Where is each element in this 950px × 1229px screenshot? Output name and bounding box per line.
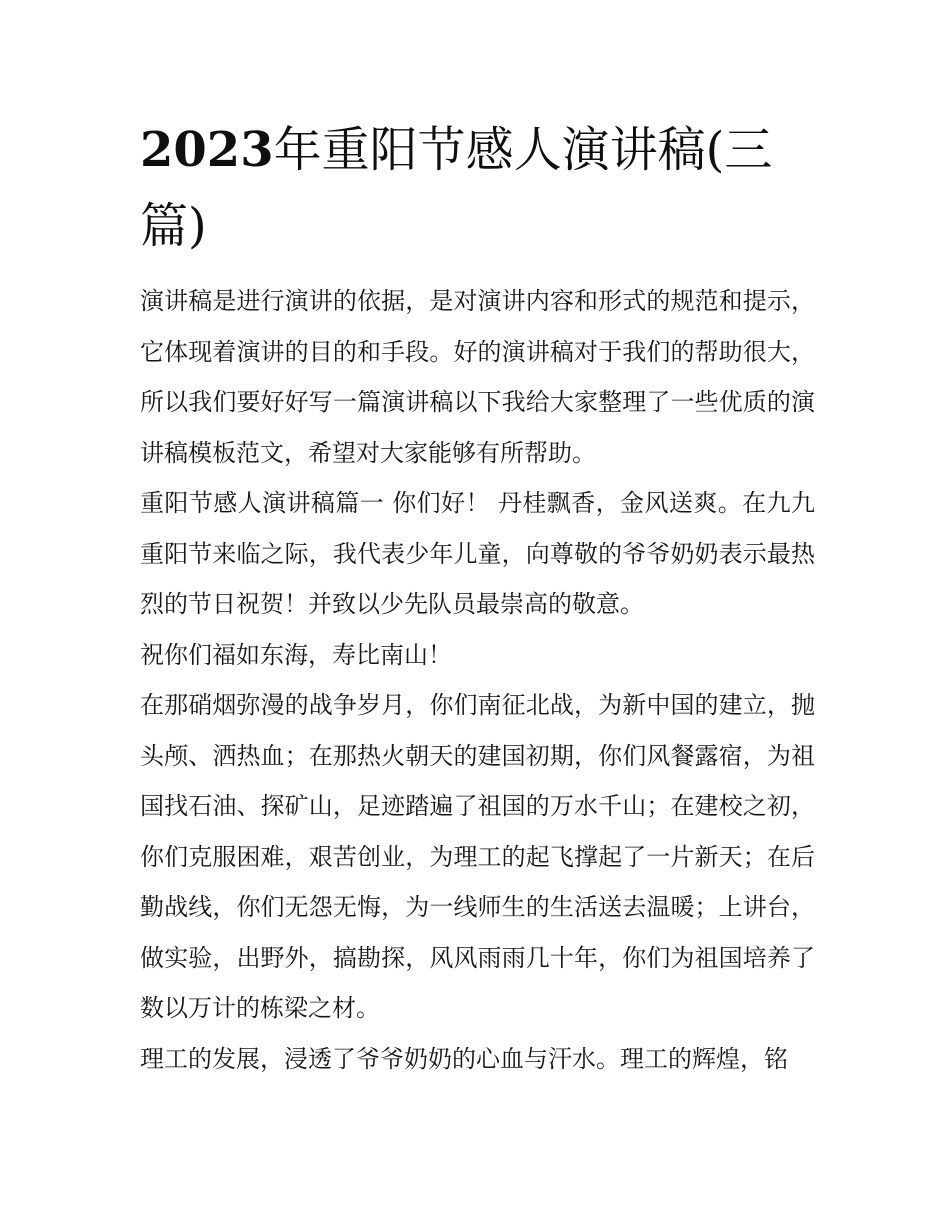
document-body: [140, 276, 815, 1084]
paragraph-development: 理工的发展，浸透了爷爷奶奶的心血与汗水。理工的辉煌，铭: [140, 1044, 788, 1073]
document-title: [140, 112, 820, 264]
paragraph-intro: 演讲稿是进行演讲的依据，是对演讲内容和形式的规范和提示，它体现着演讲的目的和手段。好的演讲稿对于我们的帮助很大，所以我们要好好写一篇演讲稿以下我给大家整理了一些优质的演讲稿模板范文，希望对大家能够有所帮助。: [140, 287, 815, 467]
paragraph-speech-opening: 重阳节感人演讲稿篇一 你们好！ 丹桂飘香，金风送爽。在九九重阳节来临之际，我代表少年儿童，向尊敬的爷爷奶奶表示最热烈的节日祝贺！并致以少先队员最崇高的敬意。: [140, 489, 815, 618]
paragraph-blessing: 祝你们福如东海，寿比南山！: [140, 640, 452, 669]
title-text: 年重阳节感人演讲稿(三篇): [140, 122, 773, 254]
title-year: 2023: [140, 122, 274, 178]
paragraph-history: 在那硝烟弥漫的战争岁月，你们南征北战，为新中国的建立，抛头颅、洒热血；在那热火朝天的建国初期，你们风餐露宿，为祖国找石油、探矿山，足迹踏遍了祖国的万水千山；在建校之初，你们克服困难，艰苦创业，为理工的起飞撑起了一片新天；在后勤战线，你们无怨无悔，为一线师生的生活送去温暖；上讲台，做实验，出野外，搞勘探，风风雨雨几十年，你们为祖国培养了数以万计的栋梁之材。: [140, 691, 815, 1022]
